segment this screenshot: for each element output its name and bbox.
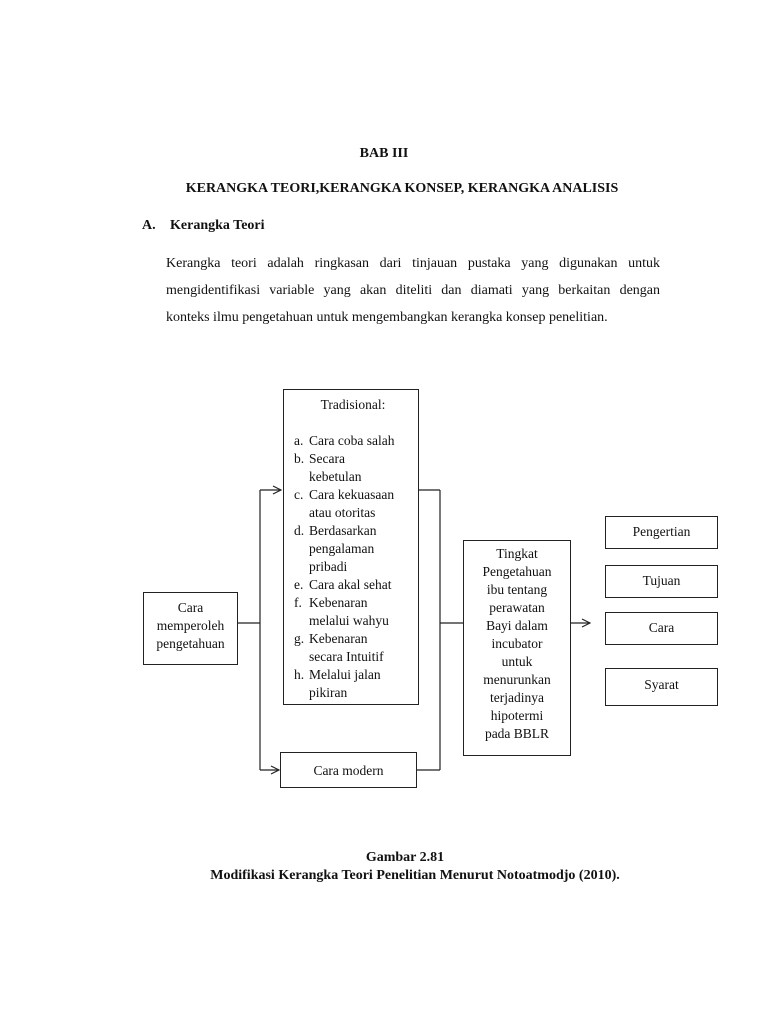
item-line: Cara kekuasaan: [309, 487, 395, 502]
item-line: Kebenaran: [309, 631, 368, 646]
knowledge-box: [463, 540, 571, 756]
knowledge-line: hipotermi: [490, 708, 544, 723]
list-item: [294, 630, 412, 666]
traditional-box: [283, 389, 419, 705]
modern-label: Cara modern: [313, 763, 384, 778]
knowledge-line: Bayi dalam: [486, 618, 548, 633]
list-marker: c.: [294, 487, 304, 502]
list-marker: f.: [294, 595, 302, 610]
item-line: pikiran: [309, 685, 348, 700]
outcome-label: Cara: [648, 620, 675, 635]
chapter-heading: BAB III: [359, 146, 409, 161]
outcome-box-pengertian: [605, 516, 718, 549]
item-line: kebetulan: [309, 469, 362, 484]
item-line: pengalaman: [309, 541, 375, 556]
paragraph-line: mengidentifikasi variable yang akan diteliti dan diamati yang berkaitan dengan: [166, 283, 660, 298]
traditional-list: [294, 432, 412, 702]
item-line: melalui wahyu: [309, 613, 389, 628]
source-line: Cara: [177, 600, 204, 615]
list-marker: h.: [294, 667, 305, 682]
item-line: Cara coba salah: [309, 433, 395, 448]
item-line: pribadi: [309, 559, 348, 574]
list-marker: g.: [294, 631, 305, 646]
knowledge-line: pada BBLR: [484, 726, 550, 741]
source-line: memperoleh: [156, 618, 225, 633]
modern-box: [280, 752, 417, 788]
knowledge-line: Tingkat: [496, 546, 538, 561]
paragraph-line: konteks ilmu pengetahuan untuk mengembangkan kerangka konsep penelitian.: [166, 310, 608, 325]
list-item: [294, 486, 412, 522]
item-line: Berdasarkan: [309, 523, 377, 538]
knowledge-line: untuk: [501, 654, 533, 669]
chapter-title: KERANGKA TEORI,KERANGKA KONSEP, KERANGKA ANALISIS: [185, 181, 619, 196]
item-line: secara Intuitif: [309, 649, 384, 664]
outcome-box-tujuan: [605, 565, 718, 598]
section-number: A.: [142, 218, 156, 233]
list-item: [294, 576, 412, 594]
knowledge-line: menurunkan: [483, 672, 551, 687]
list-item: [294, 450, 412, 486]
list-marker: e.: [294, 577, 304, 592]
list-item: [294, 432, 412, 450]
figure-number: Gambar 2.81: [365, 850, 445, 865]
outcome-label: Syarat: [644, 677, 679, 692]
outcome-box-cara: [605, 612, 718, 645]
knowledge-line: perawatan: [489, 600, 545, 615]
knowledge-line: incubator: [491, 636, 543, 651]
outcome-label: Pengertian: [632, 524, 691, 539]
source-box: [143, 592, 238, 665]
traditional-heading: Tradisional:: [320, 397, 386, 412]
list-item: [294, 666, 412, 702]
section-title: Kerangka Teori: [170, 218, 265, 233]
source-line: pengetahuan: [156, 636, 225, 651]
outcome-label: Tujuan: [642, 573, 681, 588]
item-line: Kebenaran: [309, 595, 368, 610]
figure-caption: Modifikasi Kerangka Teori Penelitian Menurut Notoatmodjo (2010).: [210, 868, 620, 883]
list-item: [294, 594, 412, 630]
list-marker: b.: [294, 451, 305, 466]
knowledge-line: terjadinya: [490, 690, 544, 705]
item-line: Cara akal sehat: [309, 577, 392, 592]
paragraph-line: Kerangka teori adalah ringkasan dari tinjauan pustaka yang digunakan untuk: [166, 256, 660, 271]
knowledge-line: Pengetahuan: [482, 564, 552, 579]
outcome-box-syarat: [605, 668, 718, 706]
list-marker: d.: [294, 523, 305, 538]
list-marker: a.: [294, 433, 304, 448]
item-line: Melalui jalan: [309, 667, 381, 682]
list-item: [294, 522, 412, 576]
item-line: Secara: [309, 451, 345, 466]
knowledge-line: ibu tentang: [486, 582, 548, 597]
item-line: atau otoritas: [309, 505, 376, 520]
